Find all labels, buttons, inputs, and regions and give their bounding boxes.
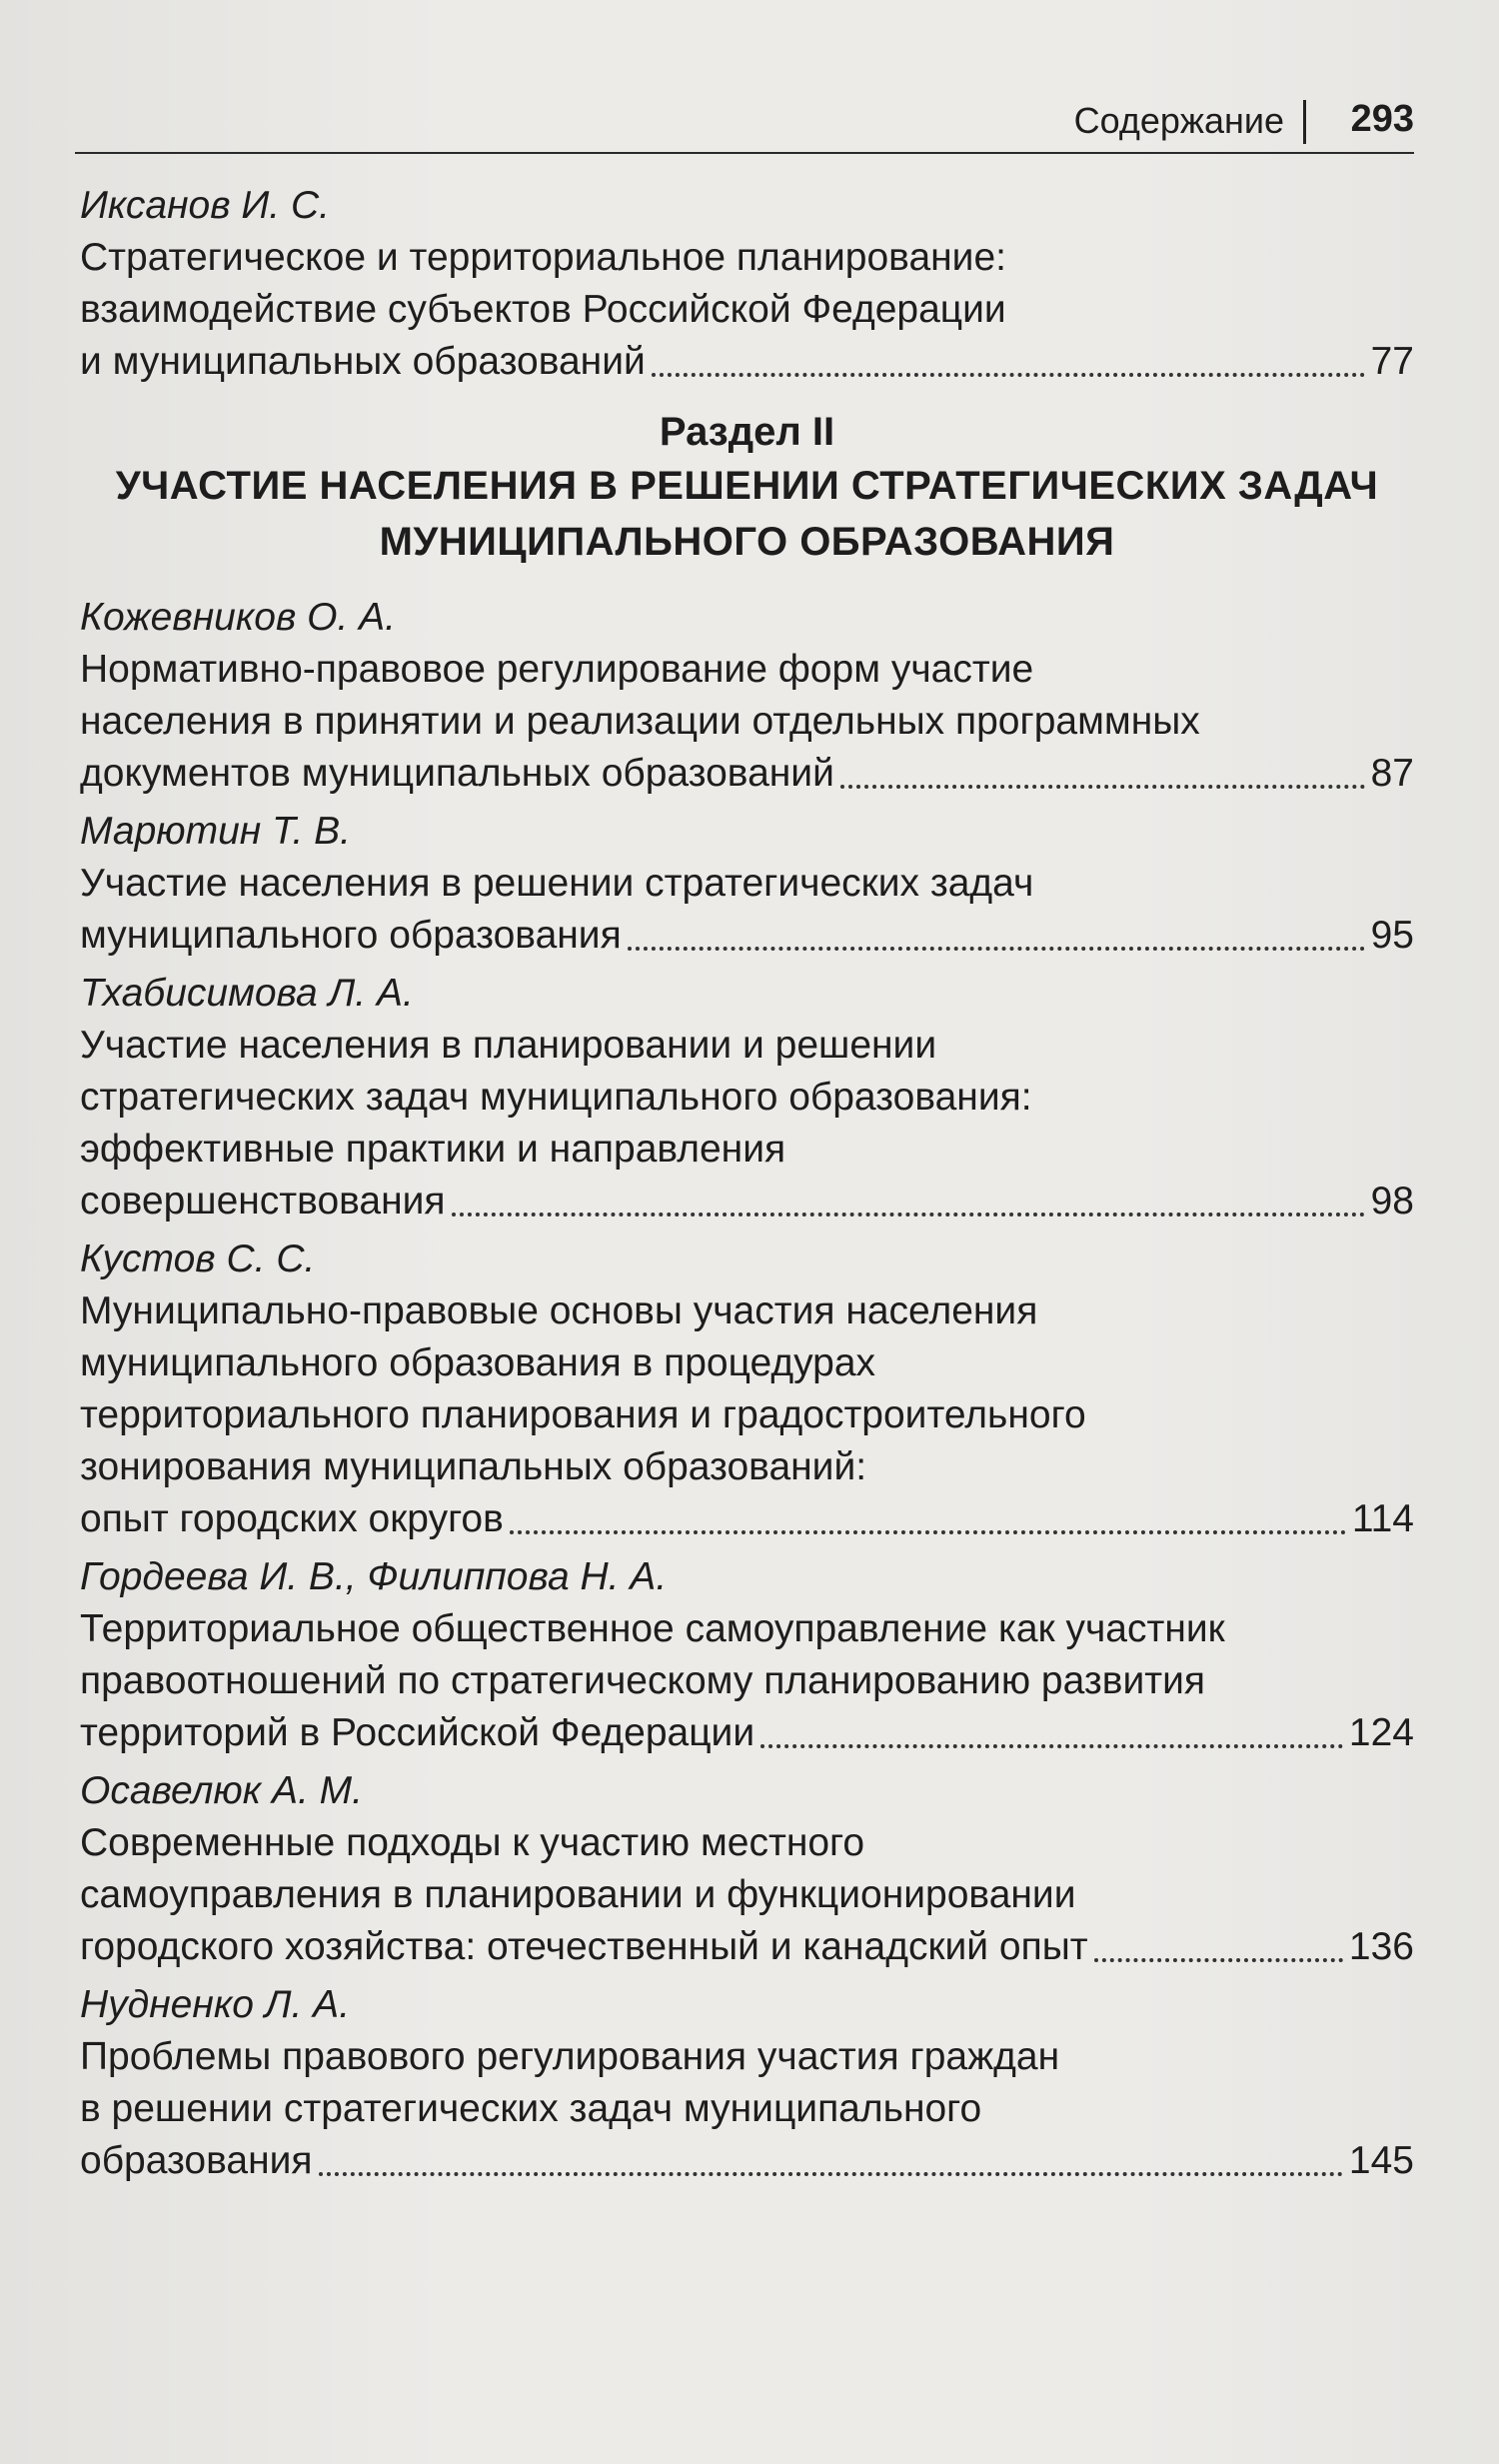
- toc-entry-title-line: зонирования муниципальных образований:: [80, 1445, 867, 1488]
- toc-entry-title-line: взаимодействие субъектов Российской Федерации: [80, 288, 1006, 331]
- toc-entry-author: Кожевников О. А.: [80, 596, 396, 639]
- toc-entry: [80, 592, 1414, 800]
- toc-entry-author: Осавелюк А. М.: [80, 1769, 363, 1812]
- toc-entry: [80, 180, 1414, 388]
- toc-entry-page-number: 136: [1348, 1925, 1414, 1968]
- toc-entry-title-line: территорий в Российской Федерации: [80, 1711, 755, 1754]
- toc-entry-page-number: 124: [1348, 1711, 1414, 1754]
- toc-entry-title-line: и муниципальных образований: [80, 340, 646, 383]
- dot-leader: [628, 947, 1365, 951]
- toc-entry-author: Кустов С. С.: [80, 1237, 316, 1280]
- table-of-contents: [80, 180, 1414, 2193]
- toc-entry-title-line: Проблемы правового регулирования участия граждан: [80, 2035, 1060, 2078]
- section-label: Раздел II: [659, 410, 835, 454]
- toc-entry-last-line: [80, 2135, 1414, 2187]
- toc-entry-page-number: 87: [1370, 752, 1414, 795]
- toc-entry: [80, 968, 1414, 1228]
- toc-entry-title-line: муниципального образования в процедурах: [80, 1341, 876, 1384]
- entries-before-section: [80, 180, 1414, 388]
- dot-leader: [1094, 1958, 1343, 1962]
- toc-entry-title-line: муниципального образования: [80, 914, 622, 957]
- dot-leader: [760, 1744, 1343, 1748]
- header-separator: [1303, 100, 1306, 144]
- toc-entry-title-line: эффективные практики и направления: [80, 1128, 786, 1171]
- toc-entry-title-line: самоуправления в планировании и функционировании: [80, 1873, 1076, 1916]
- toc-entry-last-line: [80, 1707, 1414, 1759]
- running-header-title: Содержание: [1073, 100, 1284, 141]
- toc-entry-page-number: 98: [1370, 1180, 1414, 1223]
- toc-entry-last-line: [80, 1176, 1414, 1228]
- section-title-line: МУНИЦИПАЛЬНОГО ОБРАЗОВАНИЯ: [379, 520, 1115, 564]
- section-entries: [80, 592, 1414, 2187]
- toc-entry-last-line: [80, 1493, 1414, 1545]
- toc-entry-last-line: [80, 748, 1414, 800]
- toc-entry: [80, 806, 1414, 962]
- toc-entry-last-line: [80, 336, 1414, 388]
- toc-entry-title-line: Участие населения в решении стратегических задач: [80, 862, 1034, 905]
- dot-leader: [319, 2172, 1343, 2176]
- toc-entry-title-line: стратегических задач муниципального образования:: [80, 1076, 1032, 1119]
- toc-entry-title-line: населения в принятии и реализации отдельных программных: [80, 700, 1200, 743]
- toc-entry-last-line: [80, 910, 1414, 962]
- toc-entry-author: Нудненко Л. А.: [80, 1983, 351, 2026]
- toc-entry-title-line: Стратегическое и территориальное планирование:: [80, 236, 1006, 279]
- toc-entry-title-line: Участие населения в планировании и решении: [80, 1024, 937, 1067]
- page-number: 293: [1350, 98, 1414, 140]
- toc-entry-title-line: Современные подходы к участию местного: [80, 1821, 865, 1864]
- toc-entry: [80, 1233, 1414, 1545]
- toc-entry-title-line: совершенствования: [80, 1180, 446, 1223]
- dot-leader: [840, 785, 1365, 789]
- toc-entry-title-line: документов муниципальных образований: [80, 752, 834, 795]
- toc-entry-title-line: опыт городских округов: [80, 1497, 504, 1540]
- toc-entry: [80, 1979, 1414, 2187]
- toc-entry-last-line: [80, 1921, 1414, 1973]
- toc-entry-author: Марютин Т. В.: [80, 810, 351, 853]
- toc-entry-author: Гордеева И. В., Филиппова Н. А.: [80, 1555, 668, 1598]
- toc-entry-page-number: 95: [1370, 914, 1414, 957]
- dot-leader: [652, 373, 1365, 377]
- toc-entry-title-line: в решении стратегических задач муниципального: [80, 2087, 982, 2130]
- toc-entry-author: Тхабисимова Л. А.: [80, 972, 414, 1015]
- toc-entry-title-line: городского хозяйства: отечественный и канадский опыт: [80, 1925, 1088, 1968]
- toc-entry-title-line: Муниципально-правовые основы участия населения: [80, 1289, 1038, 1332]
- toc-entry-title-line: правоотношений по стратегическому планированию развития: [80, 1659, 1205, 1702]
- toc-entry-title-line: Нормативно-правовое регулирование форм участие: [80, 648, 1034, 691]
- toc-entry-author: Иксанов И. С.: [80, 184, 330, 227]
- toc-entry-title-line: территориального планирования и градостроительного: [80, 1393, 1086, 1436]
- toc-entry-title-line: образования: [80, 2139, 313, 2182]
- section-heading: [80, 406, 1414, 570]
- toc-entry-page-number: 77: [1370, 340, 1414, 383]
- running-header: [75, 96, 1414, 154]
- section-title-line: УЧАСТИЕ НАСЕЛЕНИЯ В РЕШЕНИИ СТРАТЕГИЧЕСКИХ ЗАДАЧ: [115, 464, 1379, 508]
- toc-entry-page-number: 114: [1351, 1497, 1414, 1540]
- toc-entry-title-line: Территориальное общественное самоуправление как участник: [80, 1607, 1225, 1650]
- dot-leader: [452, 1213, 1365, 1217]
- toc-entry: [80, 1551, 1414, 1759]
- dot-leader: [510, 1530, 1346, 1534]
- toc-entry-page-number: 145: [1348, 2139, 1414, 2182]
- toc-entry: [80, 1765, 1414, 1973]
